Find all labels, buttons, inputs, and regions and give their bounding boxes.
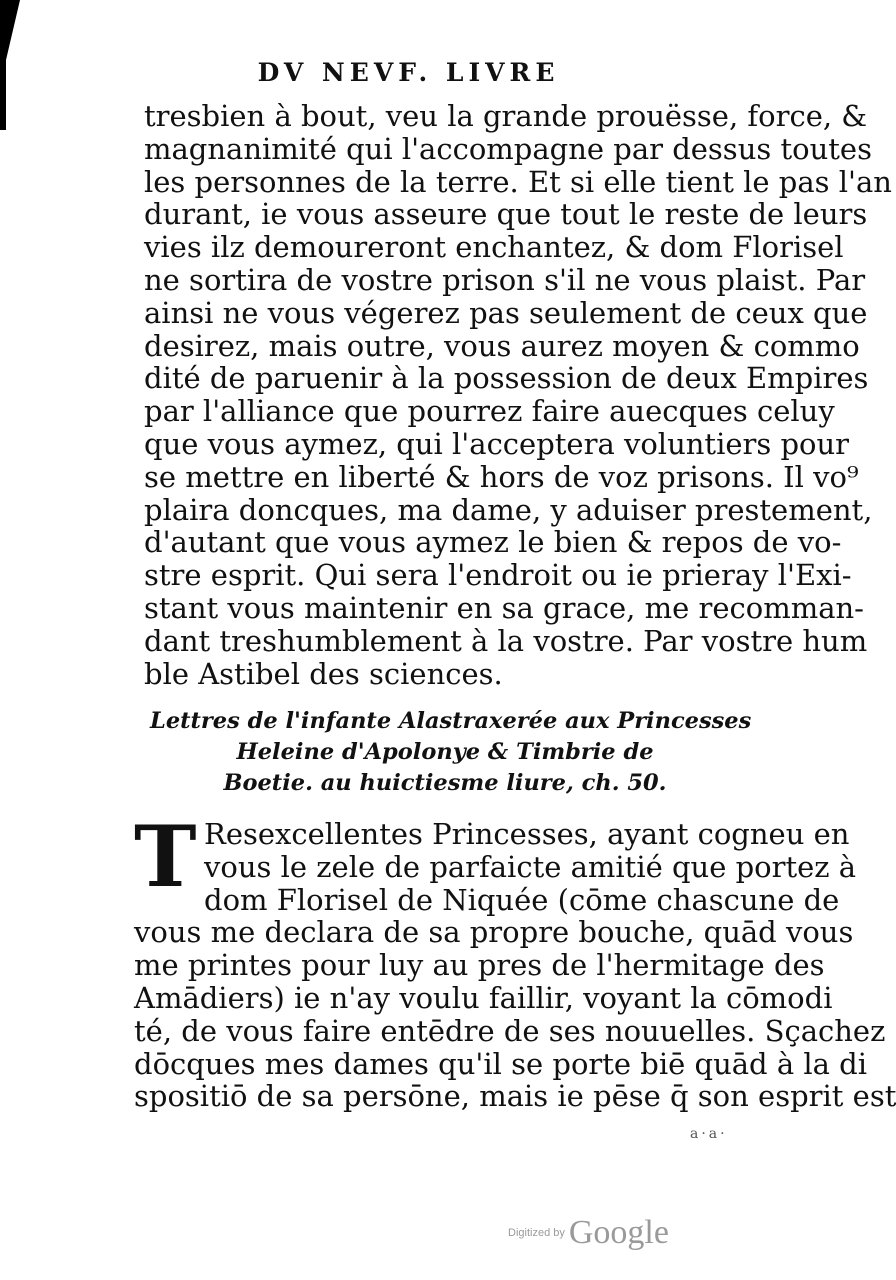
body-line: stant vous maintenir en sa grace, me recomman- — [144, 590, 864, 625]
body-line: se mettre en liberté & hors de voz prisons. Il vo⁹ — [144, 459, 859, 494]
body-line: par l'alliance que pourrez faire auecques celuy — [144, 394, 835, 429]
letter-line: vous me declara de sa propre bouche, quād vous — [134, 915, 854, 950]
body-line: ainsi ne vous végerez pas seulement de ceux que — [144, 295, 868, 330]
signature-mark: a·a· — [690, 1126, 728, 1142]
running-head: DV NEVF. LIVRE — [257, 58, 560, 87]
section-heading — [150, 706, 752, 799]
body-text — [144, 99, 892, 691]
body-line: desirez, mais outre, vous aurez moyen & commo — [144, 328, 860, 363]
watermark-prefix: Digitized by — [508, 1227, 565, 1239]
body-line: d'autant que vous aymez le bien & repos de vo- — [144, 525, 842, 560]
body-line: dité de paruenir à la possession de deux Empires — [144, 361, 869, 396]
body-line: stre esprit. Qui sera l'endroit ou ie prieray l'Exi- — [144, 558, 852, 593]
letter-text — [134, 807, 896, 1114]
body-line: ble Astibel des sciences. — [144, 656, 503, 691]
heading-line: Heleine d'Apolonye & Timbrie de — [236, 739, 654, 765]
letter-line: dom Florisel de Niquée (cōme chascune de — [204, 882, 840, 917]
letter-line: té, de vous faire entēdre de ses nouuelles. Sçachez — [134, 1013, 886, 1048]
letter-line: spositiō de sa persōne, mais ie pēse q̄ son esprit est — [134, 1079, 896, 1114]
drop-cap: T — [134, 807, 197, 906]
body-line: durant, ie vous asseure que tout le reste de leurs — [144, 197, 868, 232]
body-line: tresbien à bout, veu la grande prouësse, force, & — [144, 99, 868, 133]
letter-line: vous le zele de parfaicte amitié que portez à — [204, 849, 857, 884]
heading-line: Lettres de l'infante Alastraxerée aux Princesses — [150, 708, 752, 734]
body-line: les personnes de la terre. Et si elle tient le pas l'an — [144, 164, 892, 199]
heading-line: Boetie. au huictiesme liure, ch. 50. — [223, 770, 667, 796]
body-line: vies ilz demoureront enchantez, & dom Florisel — [144, 230, 844, 265]
body-line: magnanimité qui l'accompagne par dessus toutes — [144, 131, 872, 166]
body-line: dant treshumblement à la vostre. Par vostre hum — [144, 623, 868, 658]
google-logo: Google — [568, 1214, 669, 1251]
digitized-watermark — [508, 1214, 669, 1252]
body-line: ne sortira de vostre prison s'il ne vous plaist. Par — [144, 262, 866, 297]
body-line: plaira doncques, ma dame, y aduiser prestement, — [144, 492, 873, 527]
body-line: que vous aymez, qui l'acceptera voluntiers pour — [144, 426, 850, 461]
letter-line: me printes pour luy au pres de l'hermitage des — [134, 948, 825, 983]
letter-line: dōcques mes dames qu'il se porte biē quād à la di — [134, 1046, 867, 1081]
letter-line: Amādiers) ie n'ay voulu faillir, voyant la cōmodi — [134, 980, 833, 1015]
letter-line: Resexcellentes Princesses, ayant cogneu en — [204, 817, 850, 851]
